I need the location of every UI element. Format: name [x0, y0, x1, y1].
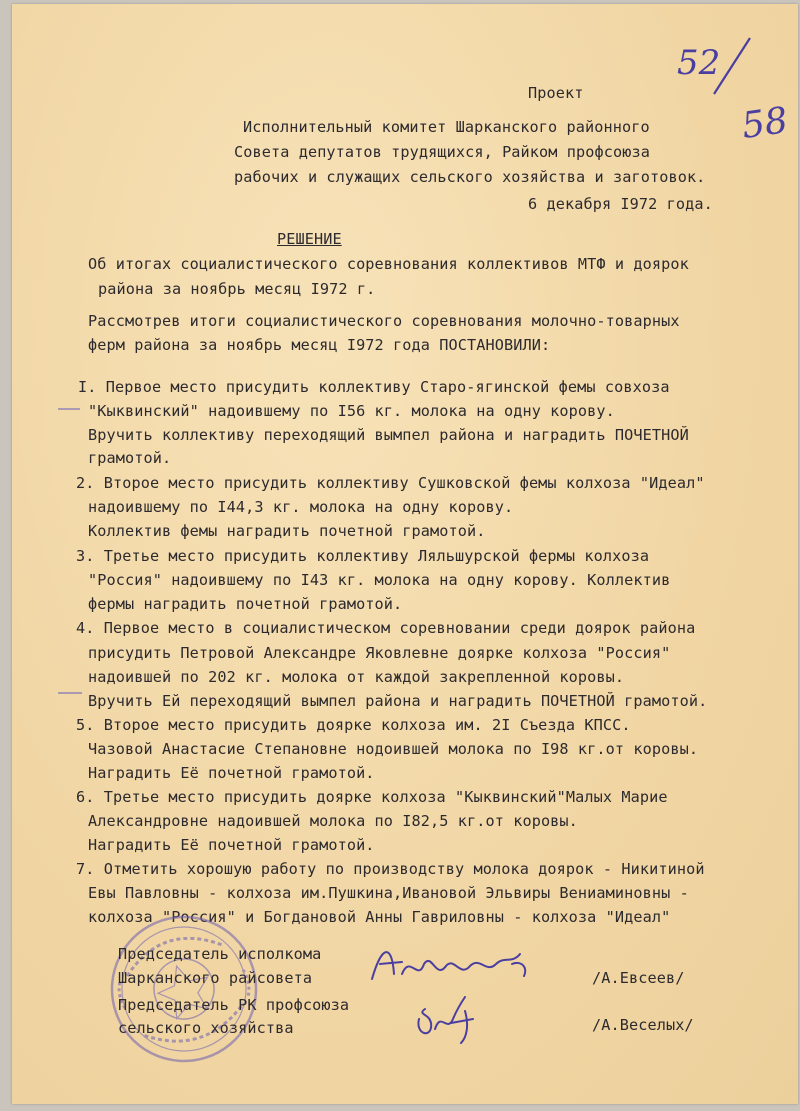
- decision-heading: РЕШЕНИЕ: [277, 230, 342, 248]
- resolution-line: фермы наградить почетной грамотой.: [88, 595, 403, 613]
- organization-line: Исполнительный комитет Шарканского районного: [243, 118, 650, 136]
- chairman-title-line: Председатель исполкома: [118, 945, 322, 963]
- archive-number-right: 58: [739, 100, 791, 147]
- resolution-line: колхоза "Россия" и Богдановой Анны Гавриловны - колхоза "Идеал": [88, 908, 671, 926]
- decision-subject-line: района за ноябрь месяц I972 г.: [98, 280, 376, 298]
- draft-label: Проект: [528, 84, 584, 102]
- resolution-line: 4. Первое место в социалистическом соревновании среди доярок района: [76, 619, 696, 637]
- resolution-line: присудить Петровой Александре Яковлевне доярке колхоза "Россия": [88, 644, 671, 662]
- resolution-line: надоившей по 202 кг. молока от каждой закрепленной коровы.: [88, 668, 625, 686]
- margin-tick-mark: [58, 692, 82, 694]
- resolution-line: "Кыквинский" надоившему по I56 кг. молока на одну корову.: [88, 402, 615, 420]
- resolution-line: Вручить коллективу переходящий вымпел района и наградить ПОЧЕТНОЙ: [88, 426, 689, 444]
- document-page: [12, 4, 798, 1104]
- archive-number-top: 52: [677, 43, 721, 83]
- resolution-line: Наградить Её почетной грамотой.: [88, 764, 375, 782]
- document-date: 6 декабря I972 года.: [528, 195, 713, 213]
- official-stamp: [104, 909, 264, 1069]
- resolution-line: Александровне надоившей молока по I82,5 кг.от коровы.: [88, 812, 578, 830]
- resolution-line: грамотой.: [88, 449, 172, 467]
- resolution-line: "Россия" надоившему по I43 кг. молока на одну корову. Коллектив: [88, 571, 671, 589]
- organization-line: Совета депутатов трудящихся, Райком профсоюза: [234, 143, 650, 161]
- union-head-signature: [407, 989, 507, 1049]
- union-title-line: сельского хозяйства: [118, 1019, 294, 1037]
- decision-subject-line: Об итогах социалистического соревнования коллективов МТФ и доярок: [88, 255, 689, 273]
- resolution-line: Чазовой Анастасие Степановне нодоившей молока по I98 кг.от коровы.: [88, 740, 699, 758]
- resolution-line: 6. Третье место присудить доярке колхоза "Кыквинский"Малых Марие: [76, 788, 668, 806]
- resolution-line: I. Первое место присудить коллективу Старо-ягинской фемы совхоза: [78, 378, 670, 396]
- resolution-line: 5. Второе место присудить доярке колхоза им. 2I Съезда КПСС.: [76, 716, 631, 734]
- resolution-line: Вручить Ей переходящий вымпел района и наградить ПОЧЕТНОЙ грамотой.: [88, 692, 708, 710]
- resolution-line: Коллектив фемы наградить почетной грамотой.: [88, 522, 486, 540]
- resolution-line: Наградить Её почетной грамотой.: [88, 836, 375, 854]
- archive-slash-mark: [702, 32, 762, 102]
- union-head-name: /А.Веселых/: [592, 1016, 694, 1034]
- preamble-line: ферм района за ноябрь месяц I972 года ПОСТАНОВИЛИ:: [88, 336, 551, 354]
- resolution-line: надоившему по I44,3 кг. молока на одну корову.: [88, 498, 514, 516]
- resolution-line: 3. Третье место присудить коллективу Ляльшурской фермы колхоза: [76, 547, 650, 565]
- chairman-name: /А.Евсеев/: [592, 969, 685, 987]
- resolution-line: Евы Павловны - колхоза им.Пушкина,Ивановой Эльвиры Вениаминовны -: [88, 884, 689, 902]
- union-title-line: Председатель РК профсоюза: [118, 996, 350, 1014]
- chairman-title-line: Шарканского райсовета: [118, 969, 313, 987]
- preamble-line: Рассмотрев итоги социалистического соревнования молочно-товарных: [88, 312, 680, 330]
- organization-line: рабочих и служащих сельского хозяйства и заготовок.: [234, 168, 706, 186]
- resolution-line: 7. Отметить хорошую работу по производству молока доярок - Никитиной: [76, 860, 705, 878]
- resolution-line: 2. Второе место присудить коллективу Сушковской фемы колхоза "Идеал": [76, 474, 705, 492]
- margin-tick-mark: [58, 408, 80, 410]
